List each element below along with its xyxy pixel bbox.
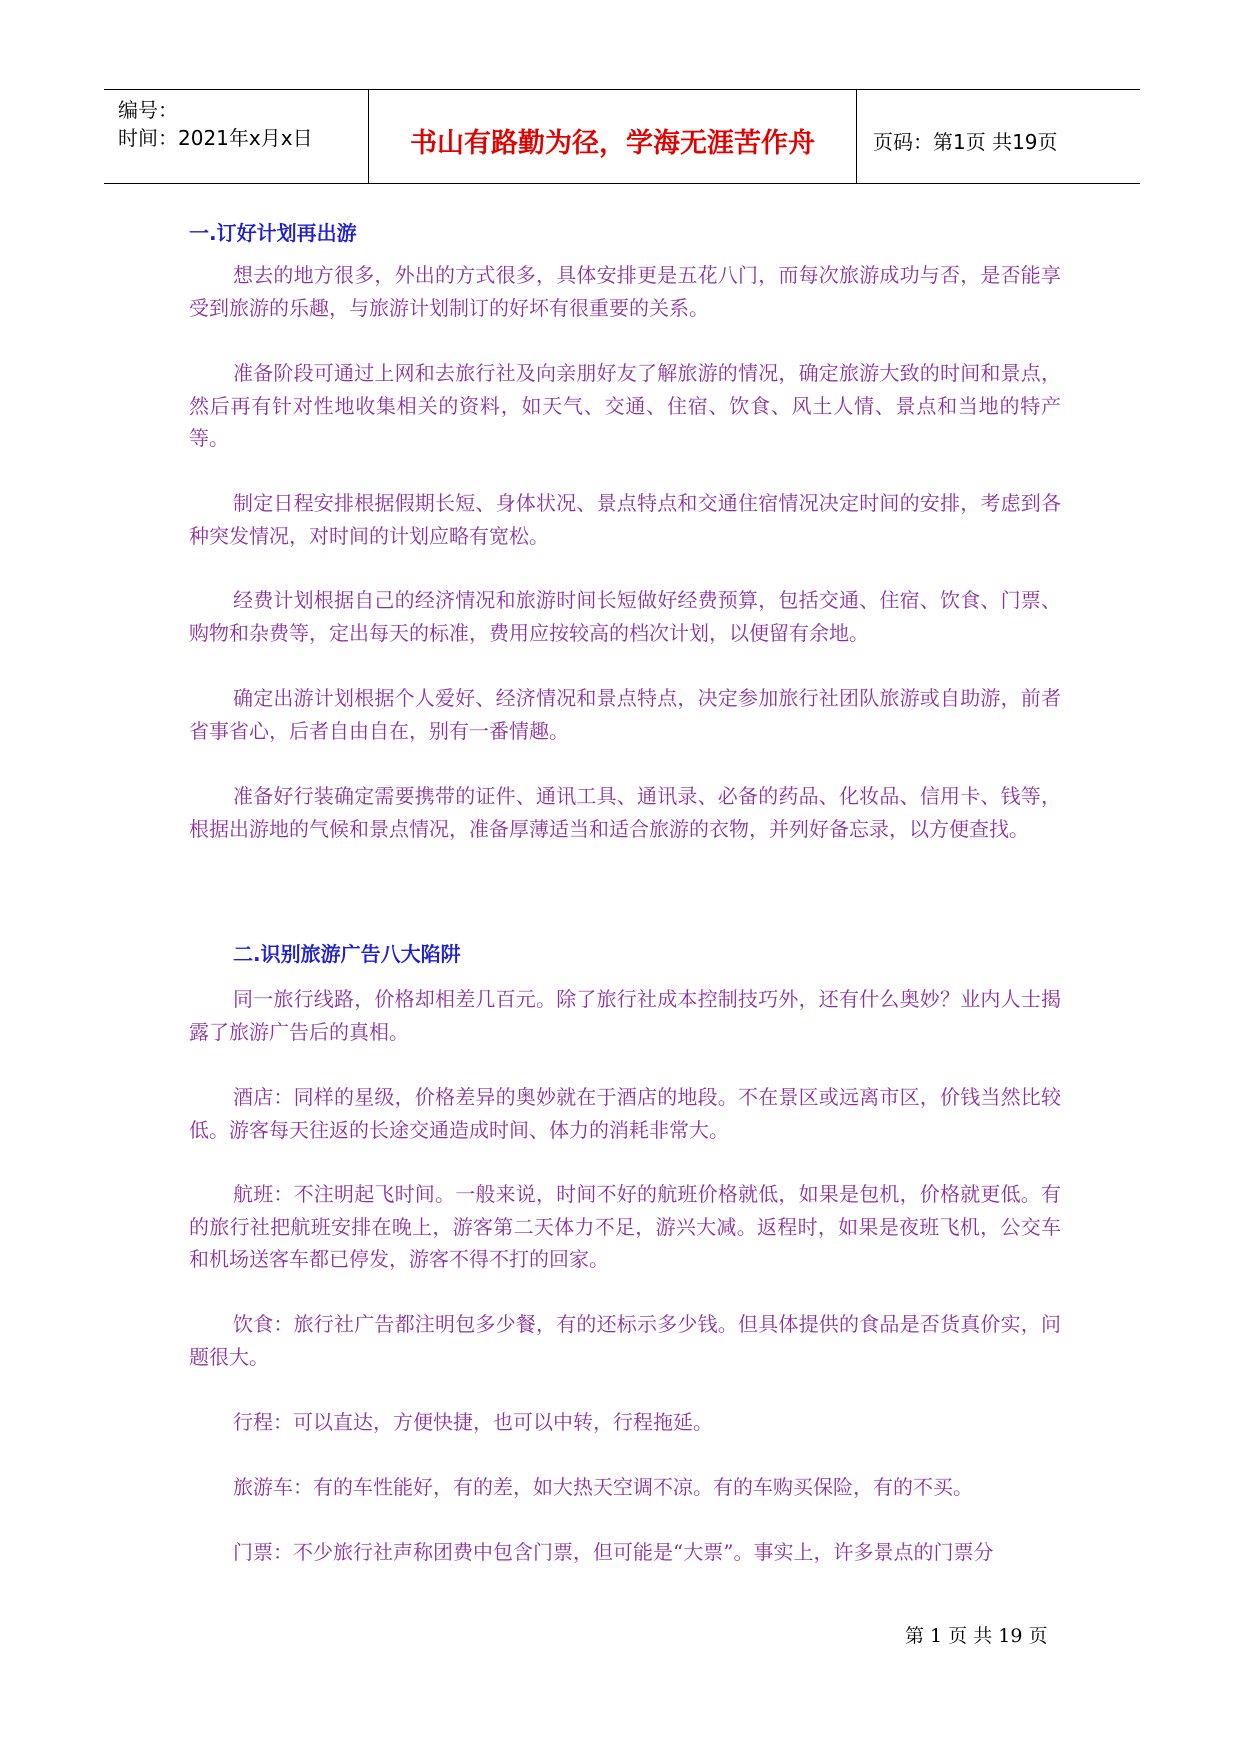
paragraph: 饮食：旅行社广告都注明包多少餐，有的还标示多少钱。但具体提供的食品是否货真价实，问题很大。 <box>189 1312 1061 1369</box>
motto-title: 书山有路勤为径，学海无涯苦作舟 <box>410 128 815 159</box>
time-label: 时间：2021年x月x日 <box>118 126 313 150</box>
paragraph: 酒店：同样的星级，价格差异的奥妙就在于酒店的地段。不在景区或远离市区，价钱当然比较低。游客每天往返的长途交通造成时间、体力的消耗非常大。 <box>189 1085 1061 1142</box>
section-heading: 二.识别旅游广告八大陷阱 <box>233 942 461 966</box>
paragraph: 经费计划根据自己的经济情况和旅游时间长短做好经费预算，包括交通、住宿、饮食、门票、购物和杂费等，定出每天的标准，费用应按较高的档次计划，以便留有余地。 <box>189 588 1061 645</box>
paragraph: 门票：不少旅行社声称团费中包含门票，但可能是“大票”。事实上，许多景点的门票分 <box>233 1540 994 1564</box>
document-header <box>104 89 1140 184</box>
paragraph: 确定出游计划根据个人爱好、经济情况和景点特点，决定参加旅行社团队旅游或自助游，前者省事省心，后者自由自在，别有一番情趣。 <box>189 686 1061 743</box>
header-info-cell <box>104 90 368 183</box>
page-code: 页码：第1页 共19页 <box>873 130 1058 154</box>
paragraph: 航班：不注明起飞时间。一般来说，时间不好的航班价格就低，如果是包机，价格就更低。有的旅行社把航班安排在晚上，游客第二天体力不足，游兴大减。返程时，如果是夜班飞机，公交车和机场送客车都已停发，游客不得不打的回家。 <box>189 1182 1061 1271</box>
paragraph: 行程：可以直达，方便快捷，也可以中转，行程拖延。 <box>233 1410 713 1434</box>
paragraph: 旅游车：有的车性能好，有的差，如大热天空调不凉。有的车购买保险，有的不买。 <box>233 1475 973 1499</box>
paragraph: 准备阶段可通过上网和去旅行社及向亲朋好友了解旅游的情况，确定旅游大致的时间和景点，然后再有针对性地收集相关的资料，如天气、交通、住宿、饮食、风土人情、景点和当地的特产等。 <box>189 361 1061 450</box>
paragraph: 同一旅行线路，价格却相差几百元。除了旅行社成本控制技巧外，还有什么奥妙？业内人士揭露了旅游广告后的真相。 <box>189 987 1061 1044</box>
number-label: 编号： <box>118 98 178 122</box>
paragraph: 制定日程安排根据假期长短、身体状况、景点特点和交通住宿情况决定时间的安排，考虑到各种突发情况，对时间的计划应略有宽松。 <box>189 491 1061 548</box>
header-page-cell <box>857 90 1140 183</box>
section-heading: 一.订好计划再出游 <box>189 221 357 245</box>
paragraph: 准备好行装确定需要携带的证件、通讯工具、通讯录、必备的药品、化妆品、信用卡、钱等，根据出游地的气候和景点情况，准备厚薄适当和适合旅游的衣物，并列好备忘录，以方便查找。 <box>189 784 1061 841</box>
page-footer: 第 1 页 共 19 页 <box>905 1625 1048 1647</box>
header-motto-cell <box>368 90 857 183</box>
paragraph: 想去的地方很多，外出的方式很多，具体安排更是五花八门，而每次旅游成功与否，是否能享受到旅游的乐趣，与旅游计划制订的好坏有很重要的关系。 <box>189 263 1061 320</box>
